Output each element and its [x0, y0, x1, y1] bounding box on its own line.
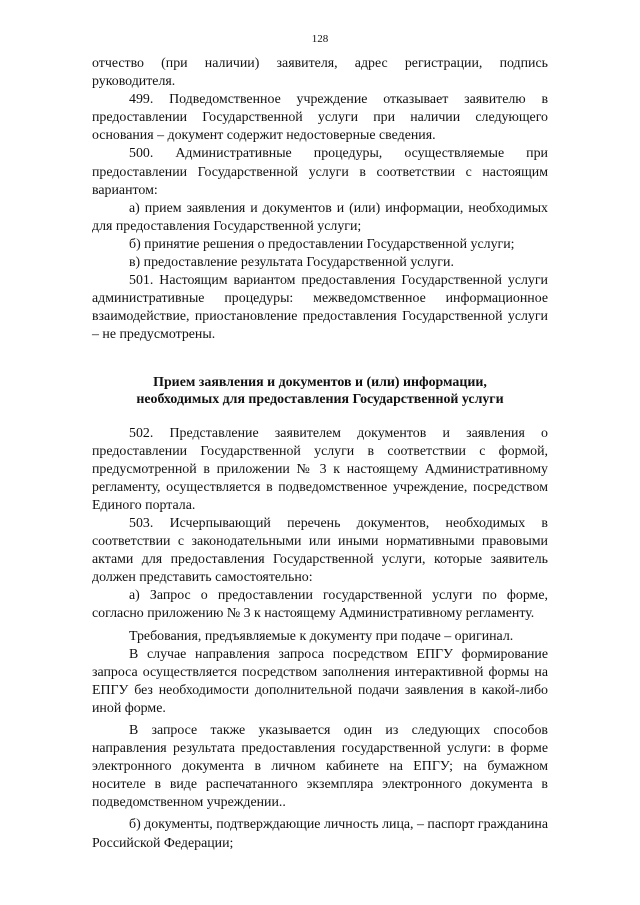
paragraph-502: 502. Представление заявителем документов и заявления о предоставлении Государственной услуги в соответствии с формой, предусмотренной в приложении № 3 к настоящему Административному регламенту, осуществляется в подведомственное учреждение, посредством Единого портала. — [92, 425, 548, 513]
section-heading-line-1: Прием заявления и документов и (или) информации, — [153, 374, 487, 390]
paragraph-result-methods: В запросе также указывается один из следующих способов направления результата предоставления государственной услуги: в форме электронного документа в личном кабинете на ЕПГУ; на бумажном носителе в виде распечатанного экземпляра электронного документа в подведомственном учреждении.. — [92, 723, 548, 811]
page-number: 128 — [311, 33, 329, 45]
list-item-v: в) предоставление результата Государственной услуги. — [129, 255, 454, 271]
paragraph-501: 501. Настоящим вариантом предоставления Государственной услуги административные процедуры: межведомственное информационное взаимодействие, приостановление предоставления Государственной услуги – не предусмотрены. — [92, 273, 548, 343]
paragraph-503: 503. Исчерпывающий перечень документов, необходимых в соответствии с законодательными или иными нормативными правовыми актами для предоставления Государственной услуги, которые заявитель должен представить самостоятельно: — [92, 515, 548, 586]
paragraph-continuation: отчество (при наличии) заявителя, адрес регистрации, подпись руководителя. — [92, 56, 548, 90]
paragraph-requirements: Требования, предъявляемые к документу при подаче – оригинал. — [129, 628, 514, 644]
list-item-a-request: а) Запрос о предоставлении государственной услуги по форме, согласно приложению № 3 к настоящему Административному регламенту. — [92, 588, 548, 622]
document-body — [92, 55, 548, 853]
list-item-b-identity: б) документы, подтверждающие личность лица, – паспорт гражданина Российской Федерации; — [92, 817, 548, 851]
section-heading-line-2: необходимых для предоставления Государственной услуги — [136, 391, 504, 407]
section-heading — [92, 374, 548, 408]
paragraph-epgu-request: В случае направления запроса посредством ЕПГУ формирование запроса осуществляется посредством заполнения интерактивной формы на ЕПГУ без необходимости дополнительной подачи заявления в какой-либо иной форме. — [92, 646, 548, 716]
paragraph-499: 499. Подведомственное учреждение отказывает заявителю в предоставлении Государственной услуги при наличии следующего основания – документ содержит недостоверные сведения. — [92, 92, 548, 144]
list-item-a: а) прием заявления и документов и (или) информации, необходимых для предоставления Государственной услуги; — [92, 200, 548, 234]
list-item-b: б) принятие решения о предоставлении Государственной услуги; — [129, 236, 515, 252]
paragraph-500: 500. Административные процедуры, осуществляемые при предоставлении Государственной услуги в соответствии с настоящим вариантом: — [92, 146, 548, 198]
